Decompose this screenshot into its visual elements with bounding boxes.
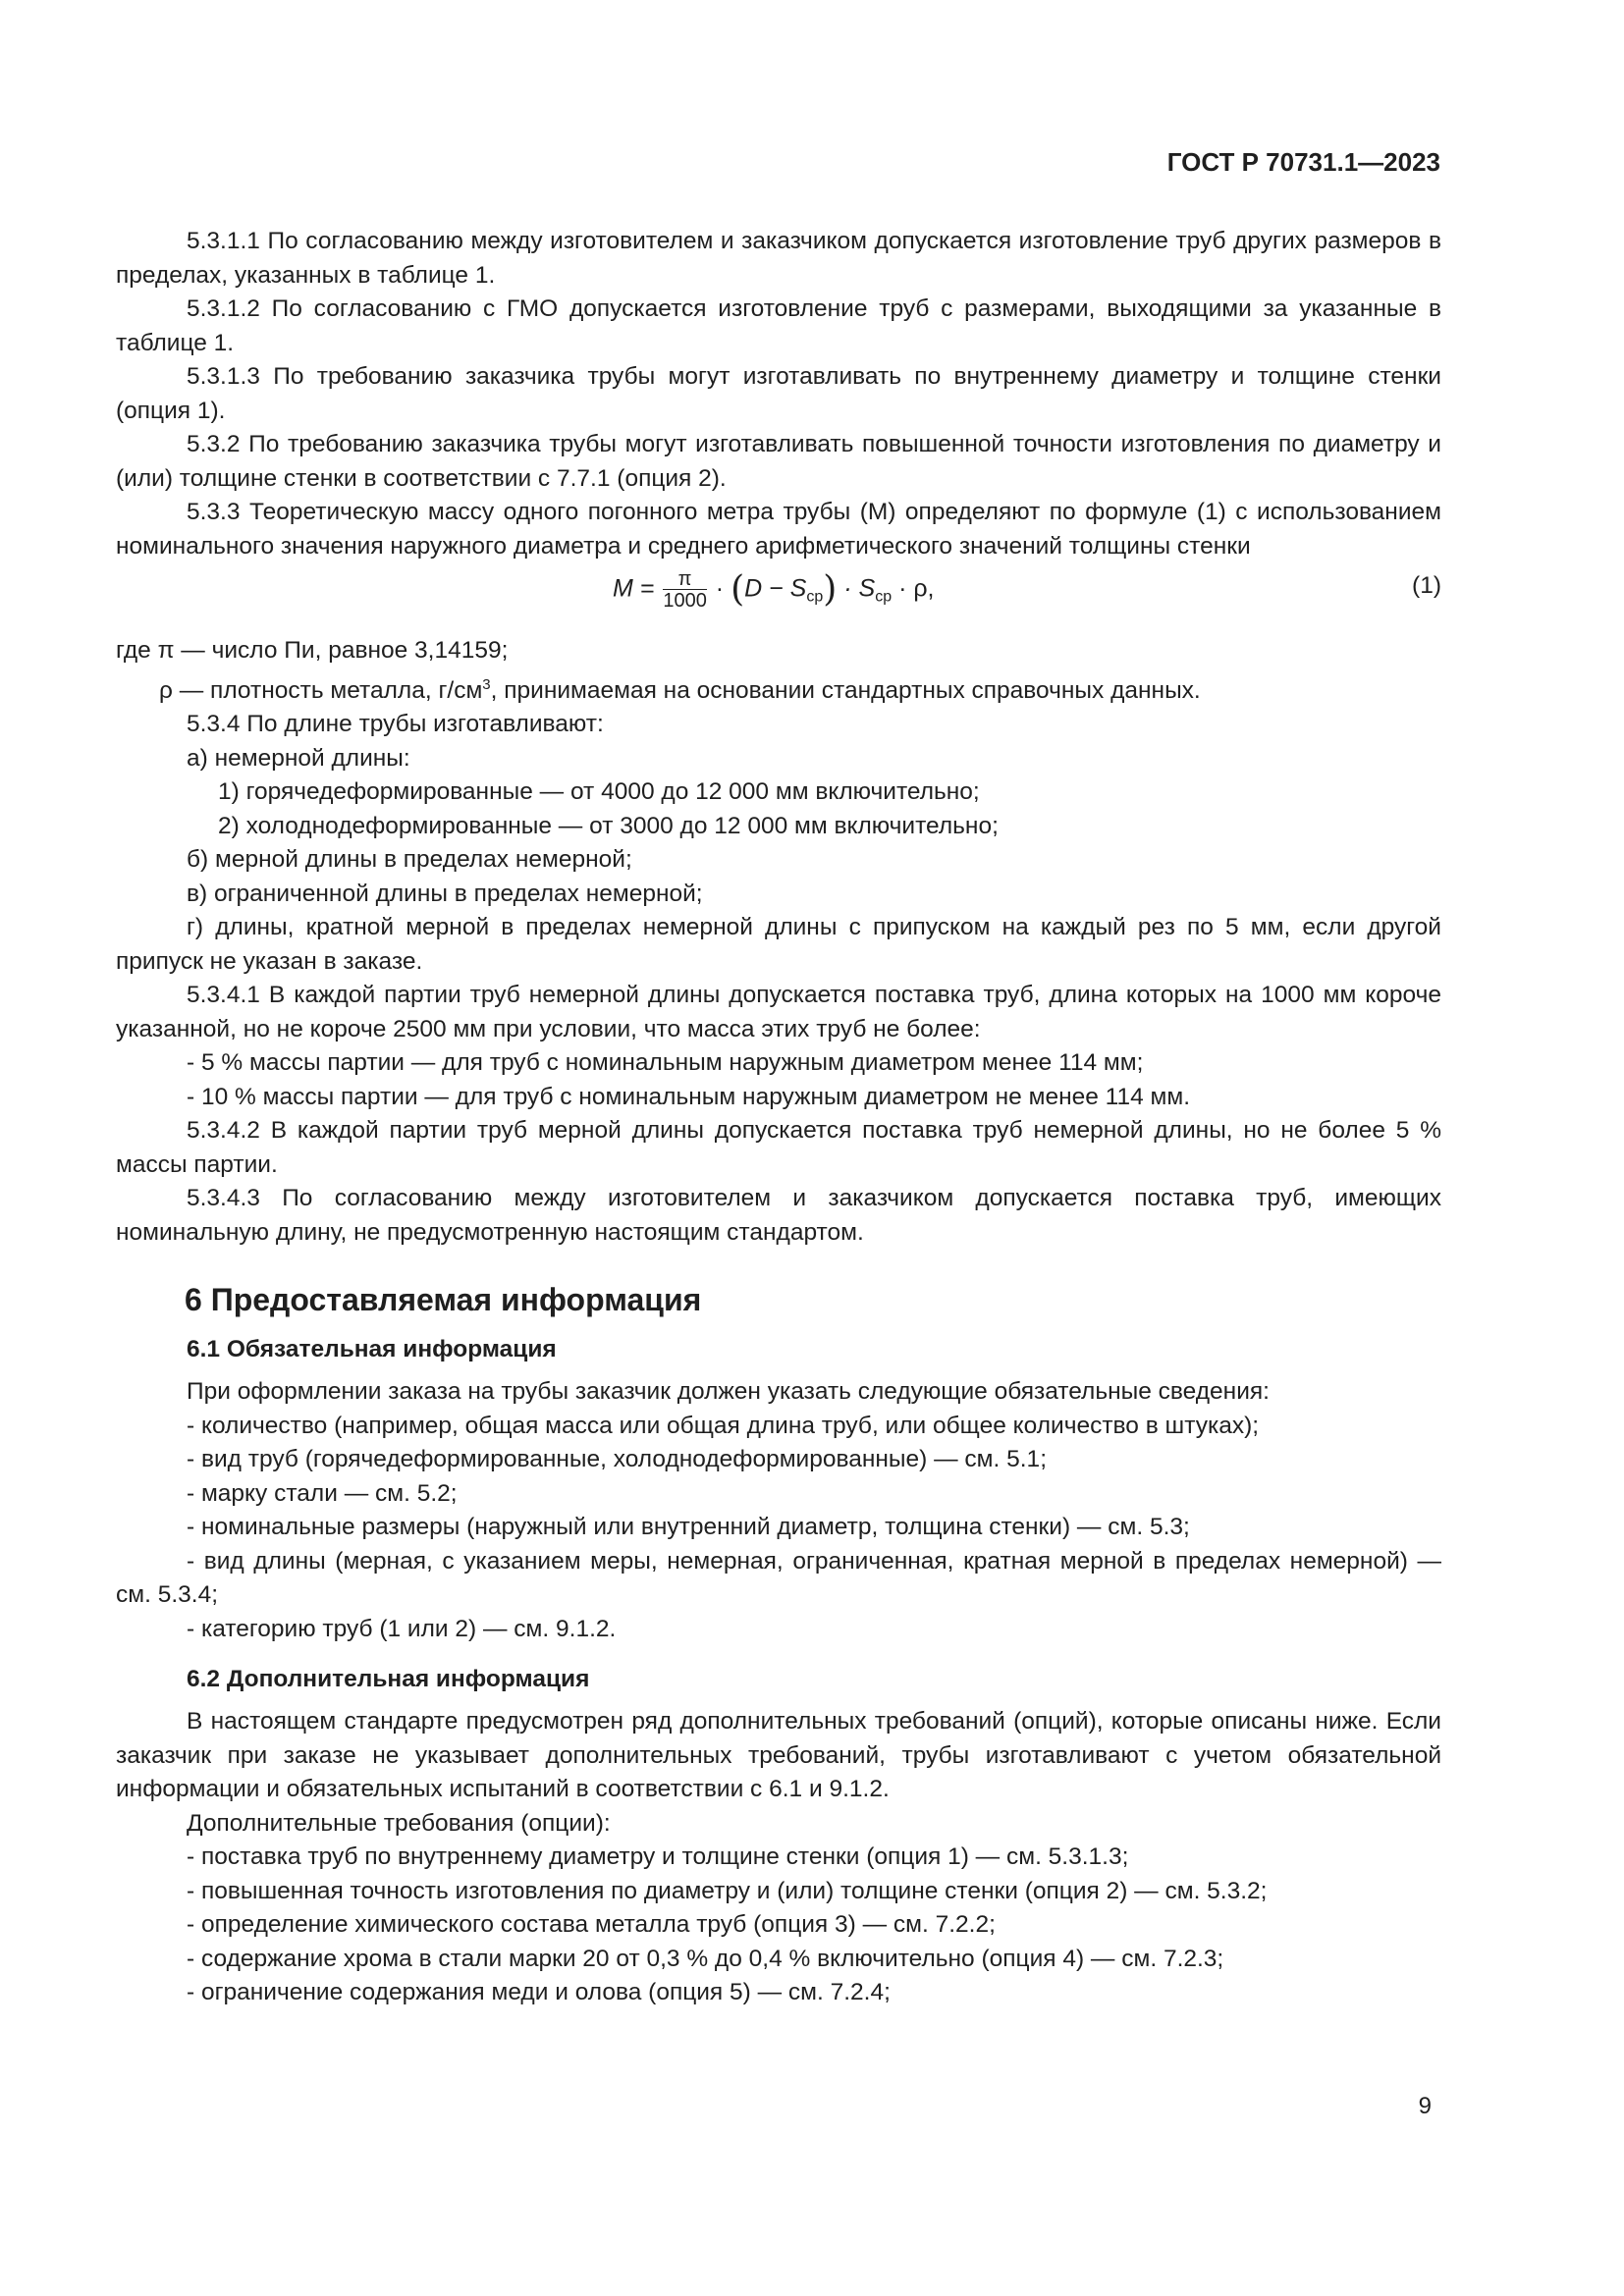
- paragraph: При оформлении заказа на трубы заказчик должен указать следующие обязательные сведения:: [187, 1378, 1270, 1405]
- where-rho-text-end: , принимаемая на основании стандартных справочных данных.: [490, 676, 1201, 704]
- list-item: - количество (например, общая масса или общая длина труб, или общее количество в штуках);: [187, 1412, 1260, 1439]
- list-item: - 10 % массы партии — для труб с номинальным наружным диаметром не менее 114 мм.: [187, 1083, 1191, 1110]
- page-content: [116, 225, 1441, 2010]
- paragraph: 5.3.1.2 По согласованию с ГМО допускается изготовление труб с размерами, выходящими за указанные в таблице 1.: [116, 295, 1441, 356]
- list-item: 1) горячедеформированные — от 4000 до 12 000 мм включительно;: [218, 778, 980, 805]
- subsection-title: 6.2 Дополнительная информация: [187, 1666, 590, 1692]
- paragraph: 5.3.3 Теоретическую массу одного погонного метра трубы (M) определяют по формуле (1) с использованием номинального значения наружного диаметра и среднего арифметического значений толщины стенки: [116, 499, 1441, 560]
- formula-times-s: · S: [843, 574, 876, 603]
- paragraph: Дополнительные требования (опции):: [187, 1809, 611, 1837]
- list-item: г) длины, кратной мерной в пределах немерной длины с припуском на каждый рез по 5 мм, если другой припуск не указан в заказе.: [116, 914, 1441, 975]
- formula-subscript: ср: [806, 588, 824, 606]
- formula-paren-close: ): [823, 568, 838, 610]
- formula-tail: · ρ,: [898, 574, 935, 603]
- paragraph: В настоящем стандарте предусмотрен ряд дополнительных требований (опций), которые описаны ниже. Если заказчик при заказе не указывает дополнительных требований, трубы изготавливают с учетом обязательной информации и обязательных испытаний в соответствии с 6.1 и 9.1.2.: [116, 1708, 1441, 1802]
- formula-fraction: [663, 569, 707, 611]
- paragraph: 5.3.1.3 По требованию заказчика трубы могут изготавливать по внутреннему диаметру и толщине стенки (опция 1).: [116, 363, 1441, 424]
- formula-paren-open: (: [731, 568, 745, 610]
- formula-dot: ·: [715, 574, 725, 603]
- paragraph: 5.3.4.1 В каждой партии труб немерной длины допускается поставка труб, длина которых на 1000 мм короче указанной, но не короче 2500 мм при условии, что масса этих труб не более:: [116, 982, 1441, 1042]
- list-item: 2) холоднодеформированные — от 3000 до 12 000 мм включительно;: [218, 812, 999, 839]
- list-item: - повышенная точность изготовления по диаметру и (или) толщине стенки (опция 2) — см. 5.3.2;: [187, 1877, 1268, 1904]
- paragraph: 5.3.4 По длине трубы изготавливают:: [187, 711, 604, 737]
- list-item: а) немерной длины:: [187, 744, 410, 772]
- paragraph: 5.3.2 По требованию заказчика трубы могут изготавливать повышенной точности изготовления по диаметру и (или) толщине стенки в соответствии с 7.7.1 (опция 2).: [116, 431, 1441, 492]
- list-item: - категорию труб (1 или 2) — см. 9.1.2.: [187, 1615, 617, 1642]
- where-pi: где π — число Пи, равное 3,14159;: [116, 637, 509, 664]
- formula-d-minus-s: D − S: [744, 574, 807, 603]
- list-item: - вид труб (горячедеформированные, холоднодеформированные) — см. 5.1;: [187, 1446, 1047, 1472]
- where-rho: [116, 668, 1441, 709]
- where-rho-text: ρ — плотность металла, г/см: [159, 676, 483, 704]
- list-item: б) мерной длины в пределах немерной;: [187, 846, 632, 873]
- fraction-numerator: π: [677, 568, 692, 590]
- formula-lhs: M =: [613, 574, 655, 603]
- paragraph: 5.3.4.3 По согласованию между изготовителем и заказчиком допускается поставка труб, имеющих номинальную длину, не предусмотренную настоящим стандартом.: [116, 1185, 1441, 1246]
- formula-expression: [613, 569, 935, 614]
- formula-1: [116, 567, 1441, 618]
- superscript: 3: [482, 675, 491, 693]
- list-item: - вид длины (мерная, с указанием меры, немерная, ограниченная, кратная мерной в пределах немерной) — см. 5.3.4;: [116, 1547, 1441, 1608]
- list-item: - марку стали — см. 5.2;: [187, 1479, 458, 1507]
- subsection-title: 6.1 Обязательная информация: [187, 1336, 557, 1362]
- list-item: - 5 % массы партии — для труб с номинальным наружным диаметром менее 114 мм;: [187, 1049, 1144, 1076]
- list-item: - номинальные размеры (наружный или внутренний диаметр, толщина стенки) — см. 5.3;: [187, 1514, 1190, 1540]
- paragraph: 5.3.4.2 В каждой партии труб мерной длины допускается поставка труб немерной длины, но не более 5 % массы партии.: [116, 1117, 1441, 1178]
- fraction-denominator: 1000: [663, 590, 707, 612]
- document-header: ГОСТ Р 70731.1—2023: [1166, 147, 1440, 177]
- formula-subscript: ср: [875, 588, 893, 606]
- list-item: - определение химического состава металла труб (опция 3) — см. 7.2.2;: [187, 1911, 996, 1938]
- page-number: 9: [1418, 2093, 1432, 2119]
- list-item: - поставка труб по внутреннему диаметру и толщине стенки (опция 1) — см. 5.3.1.3;: [187, 1843, 1129, 1870]
- list-item: в) ограниченной длины в пределах немерной;: [187, 880, 703, 907]
- paragraph: 5.3.1.1 По согласованию между изготовителем и заказчиком допускается изготовление труб других размеров в пределах, указанных в таблице 1.: [116, 228, 1441, 289]
- section-title: 6 Предоставляемая информация: [185, 1282, 702, 1317]
- formula-number: (1): [1412, 572, 1441, 599]
- list-item: - ограничение содержания меди и олова (опция 5) — см. 7.2.4;: [187, 1979, 891, 2005]
- list-item: - содержание хрома в стали марки 20 от 0,3 % до 0,4 % включительно (опция 4) — см. 7.2.3;: [187, 1945, 1224, 1972]
